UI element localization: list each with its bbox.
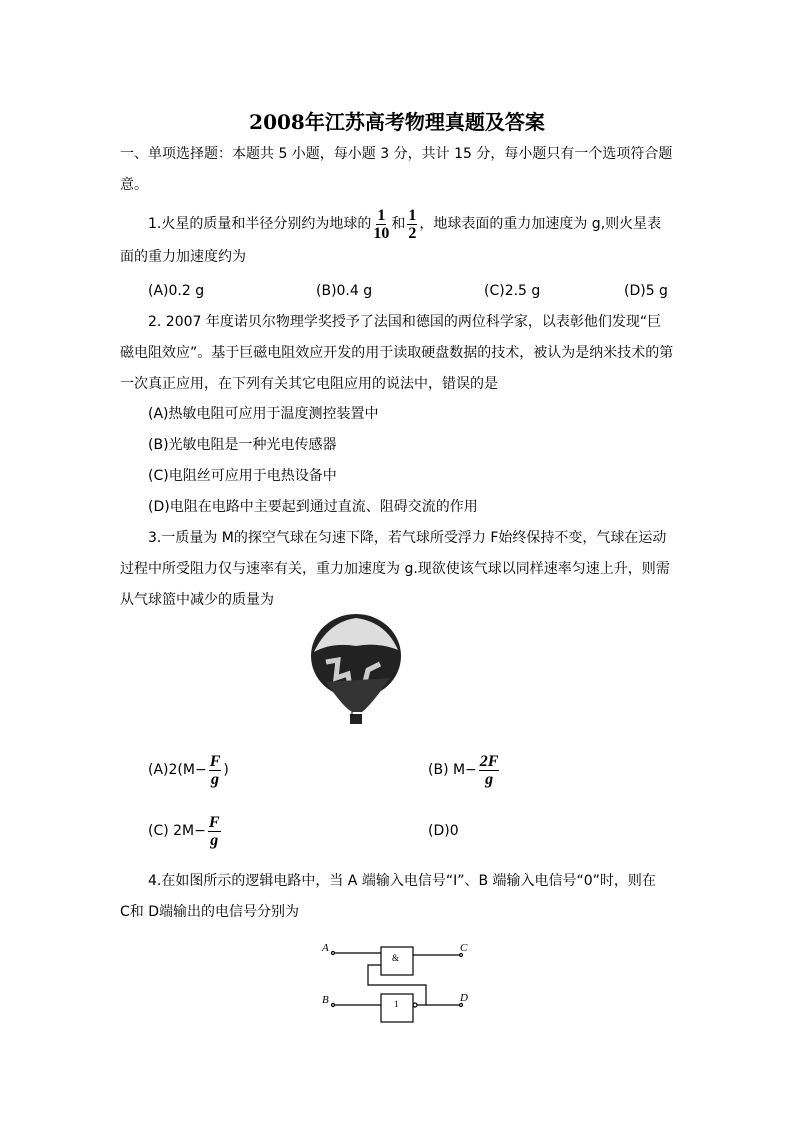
label-c: C (460, 942, 468, 954)
hot-air-balloon-image (308, 612, 404, 734)
q3-line3: 从气球篮中减少的质量为 (120, 592, 274, 608)
q2-option-d: (D)电阻在电路中主要起到通过直流、阻碍交流的作用 (148, 499, 478, 515)
page-title: 2008年江苏高考物理真题及答案 (249, 110, 545, 134)
q3-line2: 过程中所受阻力仅与速率有关，重力加速度为 g.现欲使该气球以同样速率匀速上升，则需 (120, 561, 670, 577)
q2-line1: 2. 2007 年度诺贝尔物理学奖授予了法国和德国的两位科学家，以表彰他们发现“巨 (148, 314, 662, 330)
not-gate-symbol: 1 (394, 999, 399, 1009)
fraction-1-2: $\frac{1}{2}$ (408, 206, 417, 242)
q2-line3: 一次真正应用，在下列有关其它电阻应用的说法中，错误的是 (120, 376, 498, 392)
q1-option-a: (A)0.2 g (148, 283, 205, 299)
q1-text-post: ，地球表面的重力加速度为 g,则火星表 (419, 216, 662, 232)
q4-line2: C和 D端输出的电信号分别为 (120, 904, 300, 920)
q2-option-b: (B)光敏电阻是一种光电传感器 (148, 437, 337, 453)
fraction-1-10: $\frac{1}{10}$ (373, 206, 390, 242)
q3-option-a: (A)2(M− $\frac{F}{g}$ ) (148, 752, 229, 788)
q3-option-d: (D)0 (428, 823, 459, 839)
question-1 (148, 206, 661, 242)
label-a: A (322, 942, 329, 954)
q2-line2: 磁电阻效应”。基于巨磁电阻效应开发的用于读取硬盘数据的技术，被认为是纳米技术的第 (120, 345, 674, 361)
q3-option-b: (B) M− $\frac{2F}{g}$ (428, 752, 499, 788)
q1-option-b: (B)0.4 g (316, 283, 373, 299)
label-d: D (460, 992, 468, 1004)
q1-text-and: 和 (391, 216, 406, 232)
q4-line1: 4.在如图所示的逻辑电路中，当 A 端输入电信号“I”、B 端输入电信号“0”时，则在 (148, 873, 656, 889)
q1-line2: 面的重力加速度约为 (120, 249, 246, 265)
q3-option-c: (C) 2M− $\frac{F}{g}$ (148, 813, 220, 849)
q2-option-c: (C)电阻丝可应用于电热设备中 (148, 468, 337, 484)
q3-line1: 3.一质量为 M的探空气球在匀速下降，若气球所受浮力 F始终保持不变，气球在运动 (148, 530, 667, 546)
q1-text: 1.火星的质量和半径分别约为地球的 (148, 216, 372, 232)
q1-option-d: (D)5 g (624, 283, 668, 299)
q1-option-c: (C)2.5 g (484, 283, 541, 299)
q2-option-a: (A)热敏电阻可应用于温度测控装置中 (148, 406, 379, 422)
label-b: B (322, 994, 329, 1006)
logic-circuit-diagram (318, 935, 478, 1025)
section-heading-cont: 意。 (120, 177, 148, 193)
and-gate-symbol: & (392, 953, 400, 963)
section-heading: 一、单项选择题：本题共 5 小题，每小题 3 分，共计 15 分，每小题只有一个选项符合题 (120, 146, 673, 162)
